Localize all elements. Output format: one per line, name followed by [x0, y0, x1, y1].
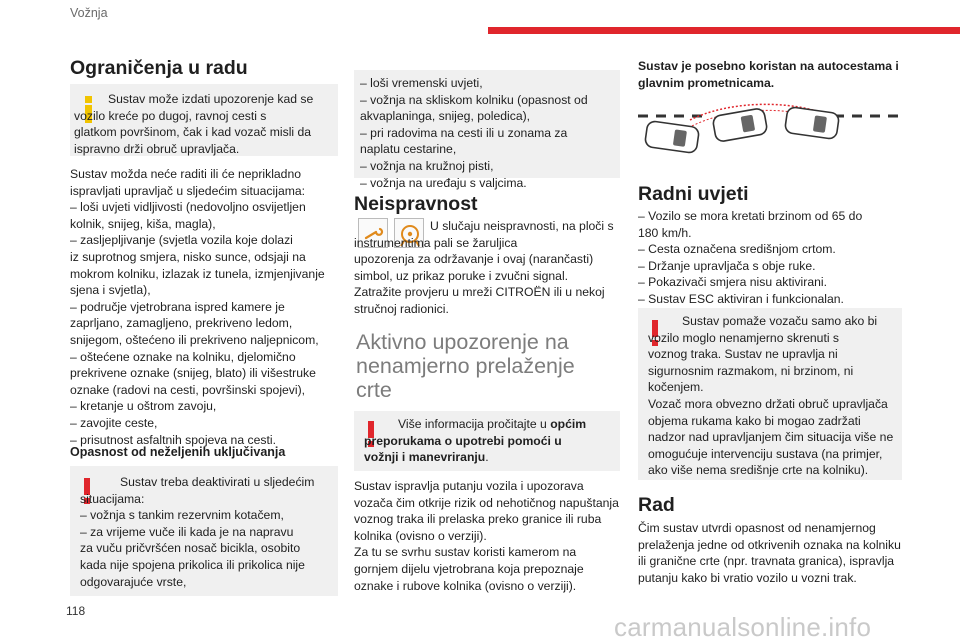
- info-box-text: Sustav može izdati upozorenje kad se vozilo kreće po dugoj, ravnoj cesti s glatkom površinom, čak i kad vozač misli da ispravno drži obruč upravljača.: [74, 92, 314, 156]
- title-operating-conditions: Radni uvjeti: [638, 183, 749, 205]
- more-info-suffix: .: [485, 450, 489, 465]
- warning-box-driver-responsibility: [638, 308, 902, 480]
- header-accent-bar: [488, 27, 960, 34]
- limitations-body: Sustav možda neće raditi ili će neprikladno ispravljati upravljač u sljedećim situacijama: – loši uvjeti vidljivosti (nedovoljno osvijetljen kolnik, snijeg, kiša, magla), – zasljepljivanje (svjetla vozila koje dolazi iz suprotnog smjera, nisko sunce, odsjaji na mokrom kolniku, izlazak iz tunela, izmjenjivanje sjena i svjetla), – područje vjetrobrana ispred kamere je zaprljano, zamagljeno, prekriveno ledom, snijegom, oštećeno ili prekriveno naljepnicom, – oštećene oznake na kolniku, djelomično prekrivene oznake (snijeg, blato) ili višestruke oznake (radovi na cesti, površinski spojevi), – kretanje u oštrom zavoju, – zavojite ceste, – prisutnost asfaltnih spojeva na cesti.: [70, 167, 325, 447]
- info-box: [70, 84, 338, 156]
- lead-text: Sustav je posebno koristan na autocestama i glavnim prometnicama.: [638, 59, 899, 90]
- lane-departure-body: Sustav ispravlja putanju vozila i upozorava vozača čim otkrije rizik od nehotičnog napuštanja voznog traka ili prelaska preko granice ili ruba kolnika (ovisno o verziji). Za tu se svrhu sustav koristi kamerom na gornjem dijelu vjetrobrana koja prepoznaje oznake i rubove kolnika (ovisno o verziji).: [354, 479, 619, 593]
- watermark: carmanualsonline.info: [614, 612, 872, 640]
- warning-box-more-info: [354, 411, 620, 471]
- operating-conditions-list: – Vozilo se mora kretati brzinom od 65 do 180 km/h. – Cesta označena središnjom crtom. – Držanje upravljača s obje ruke. – Pokazivači smjera nisu aktivirani. – Sustav ESC aktiviran i funkcionalan.: [638, 209, 863, 306]
- operation-text: Čim sustav utvrdi opasnost od nenamjernog prelaženja jedne od otkrivenih oznaka na kolniku ili granične crte (npr. travnata granica), ispravlja putanju kako bi vratio vozilo u vozni trak.: [638, 521, 901, 585]
- lane-departure-illustration: [636, 98, 902, 162]
- more-info-link[interactable]: općim preporukama o upotrebi pomoći u vožnji i manevriranju: [364, 417, 587, 465]
- continued-list-text: – loši vremenski uvjeti, – vožnja na skliskom kolniku (opasnost od akvaplaninga, snijeg, poledica), – pri radovima na cesti ili u zonama za naplatu cestarine, – vožnja na kružnoj pisti, – vožnja na uređaju s valjcima.: [360, 76, 588, 190]
- page-number: 118: [66, 604, 86, 618]
- subtitle-unwanted-activation: Opasnost od neželjenih uključivanja: [70, 445, 286, 459]
- title-malfunction: Neispravnost: [354, 193, 478, 215]
- title-limitations: Ograničenja u radu: [70, 57, 248, 79]
- driver-responsibility-text: Sustav pomaže vozaču samo ako bi vozilo moglo nenamjerno skrenuti s voznog traka. Sustav ne upravlja ni sigurnosnim razmakom, ni brzinom, ni kočenjem. Vozač mora obvezno držati obruč upravljača objema rukama kako bi mogao zadržati nadzor nad upravljanjem čim situacija više ne omogućuje intervenciju sustava (na primjer, ako više nema središnje crte na kolniku).: [648, 314, 894, 478]
- malfunction-text: U slučaju neispravnosti, na ploči s instrumentima pali se žaruljica upozorenja za održavanje i ovaj (narančasti) simbol, uz prikaz poruke i zvučni signal. Zatražite provjeru u mreži CITROËN ili u nekoj stručnoj radionici.: [354, 219, 614, 316]
- continued-list-box: [354, 70, 620, 190]
- title-operation: Rad: [638, 494, 675, 516]
- warning-box-text: Sustav treba deaktivirati u sljedećim situacijama: – vožnja s tankim rezervnim kotačem, – za vrijeme vuče ili kada je na napravu za vuču pričvršćen nosač bicikla, osobito kada nije spojena prikolica ili prikolica nije odgovarajuće vrste,: [80, 475, 315, 589]
- more-info-prefix: Više informacija pročitajte u: [398, 417, 551, 431]
- car-lane-departure-illustration: [636, 98, 902, 162]
- title-lane-departure: Aktivno upozorenje na nenamjerno prelaženje crte: [356, 330, 575, 402]
- warning-box-deactivate: [70, 466, 338, 596]
- header-section-title: Vožnja: [70, 6, 108, 20]
